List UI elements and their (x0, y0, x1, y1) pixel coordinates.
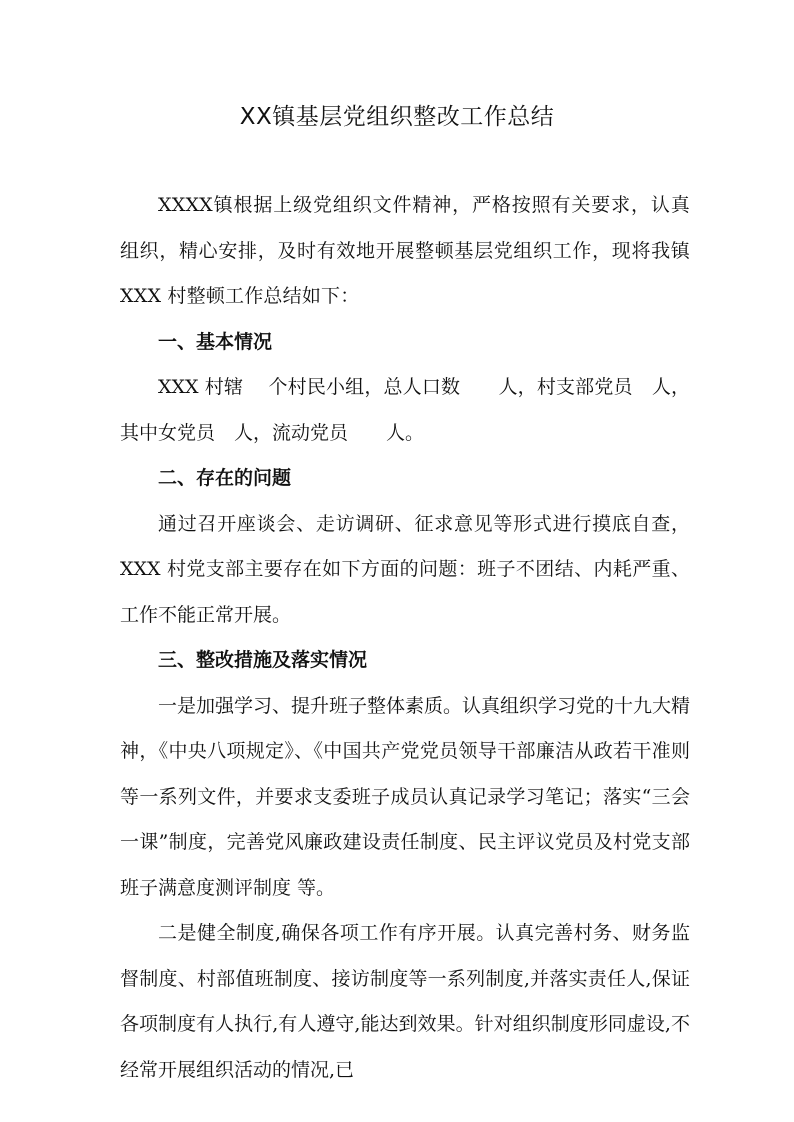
document-body (120, 183, 690, 1093)
intro-paragraph: XXXX镇根据上级党组织文件精神，严格按照有关要求，认真组织，精心安排，及时有效地开展整顿基层党组织工作，现将我镇XXX 村整顿工作总结如下： (120, 194, 690, 307)
section-heading-problems: 二、存在的问题 (158, 467, 292, 489)
section-heading-measures: 三、整改措施及落实情况 (158, 649, 368, 671)
problems-paragraph: 通过召开座谈会、走访调研、征求意见等形式进行摸底自查，XXX 村党支部主要存在如下方面的问题：班子不团结、内耗严重、工作不能正常开展。 (120, 512, 690, 626)
measures-paragraph-2: 二是健全制度,确保各项工作有序开展。认真完善村务、财务监督制度、村部值班制度、接访制度等一系列制度,并落实责任人,保证各项制度有人执行,有人遵守,能达到效果。针对组织制度形同虚设,不经常开展组织活动的情况,已 (120, 922, 690, 1081)
section-heading-basic-info: 一、基本情况 (158, 330, 273, 353)
measures-paragraph-1: 一是加强学习、提升班子整体素质。认真组织学习党的十九大精神，《中央八项规定》、《中国共产党党员领导干部廉洁从政若干准则等一系列文件，并要求支委班子成员认真记录学习笔记；落实“三会一课”制度，完善党风廉政建设责任制度、民主评议党员及村党支部班子满意度测评制度 等。 (120, 694, 691, 899)
basic-info-paragraph: XXX 村辖 个村民小组，总人口数 人，村支部党员 人，其中女党员 人，流动党员 人。 (120, 376, 690, 444)
document-title: XX镇基层党组织整改工作总结 (239, 104, 555, 130)
